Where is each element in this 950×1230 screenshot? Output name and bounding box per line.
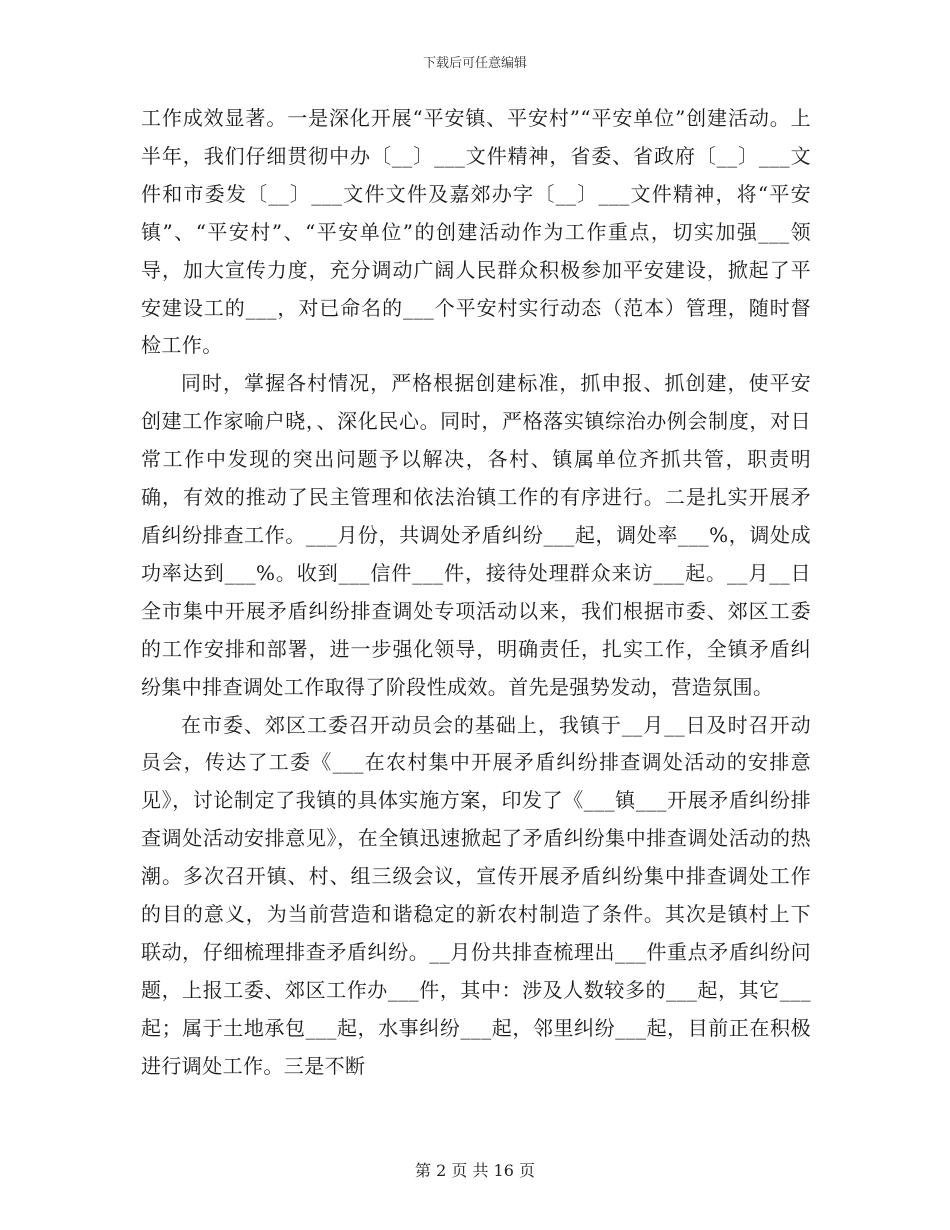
document-body bbox=[141, 100, 811, 1086]
paragraph-2: 同时，掌握各村情况，严格根据创建标准，抓申报、抓创建，使平安创建工作家喻户晓，、深化民心。同时，严格落实镇综治办例会制度，对日常工作中发现的突出问题予以解决，各村、镇属单位齐抓共管，职责明确，有效的推动了民主管理和依法治镇工作的有序进行。二是扎实开展矛盾纠纷排查工作。___月份，共调处矛盾纠纷___起，调处率___%，调处成功率达到___%。收到___信件___件，接待处理群众来访___起。__月__日全市集中开展矛盾纠纷排查调处专项活动以来，我们根据市委、郊区工委的工作安排和部署，进一步强化领导，明确责任，扎实工作，全镇矛盾纠纷集中排查调处工作取得了阶段性成效。首先是强势发动，营造氛围。 bbox=[141, 371, 811, 699]
page-number: 第 2 页 共 16 页 bbox=[415, 1161, 535, 1180]
paragraph-1: 工作成效显著。一是深化开展“平安镇、平安村”“平安单位”创建活动。上半年，我们仔细贯彻中办〔__〕___文件精神，省委、省政府〔__〕___文件和市委发〔__〕___文件文件及嘉郊办字〔__〕___文件精神，将“平安镇”、“平安村”、“平安单位”的创建活动作为工作重点，切实加强___领导，加大宣传力度，充分调动广阔人民群众积极参加平安建设，掀起了平安建设工的___，对已命名的___个平安村实行动态（范本）管理，随时督检工作。 bbox=[141, 106, 811, 358]
header-note: 下载后可任意编辑 bbox=[422, 56, 527, 71]
paragraph-3: 在市委、郊区工委召开动员会的基础上，我镇于__月__日及时召开动员会，传达了工委《___在农村集中开展矛盾纠纷排查调处活动的安排意见》，讨论制定了我镇的具体实施方案，印发了《___镇___开展矛盾纠纷排查调处活动安排意见》，在全镇迅速掀起了矛盾纠纷集中排查调处活动的热潮。多次召开镇、村、组三级会议，宣传开展矛盾纠纷集中排查调处工作的目的意义，为当前营造和谐稳定的新农村制造了条件。其次是镇村上下联动，仔细梳理排查矛盾纠纷。__月份共排查梳理出___件重点矛盾纠纷问题，上报工委、郊区工作办___件，其中：涉及人数较多的___起，其它___起；属于土地承包___起，水事纠纷___起，邻里纠纷___起，目前正在积极进行调处工作。三是不断 bbox=[141, 712, 811, 1078]
